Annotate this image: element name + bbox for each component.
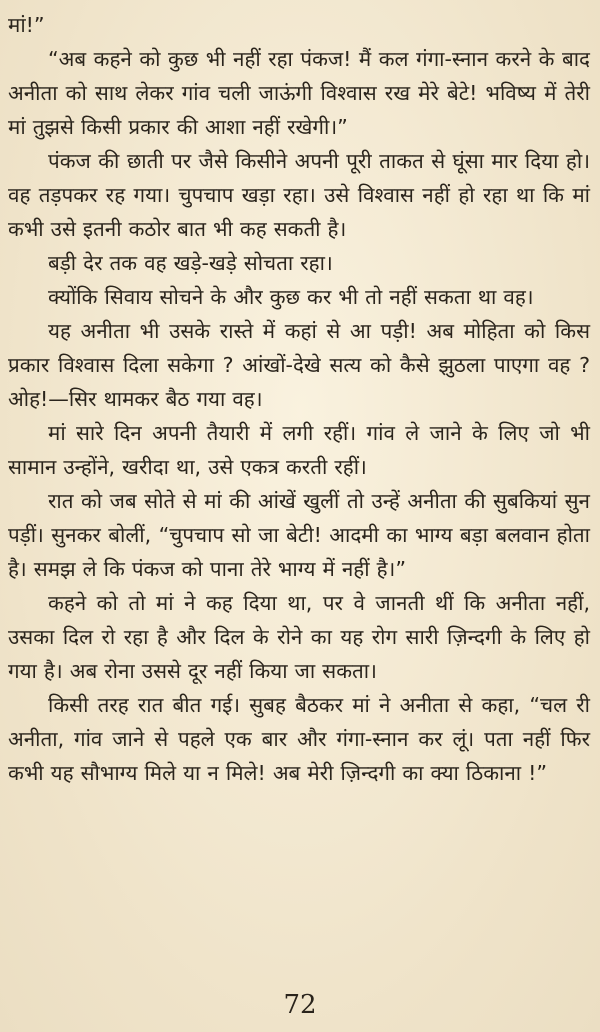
paragraph: बड़ी देर तक वह खड़े-खड़े सोचता रहा। [48,251,333,275]
paragraph: यह अनीता भी उसके रास्ते में कहां से आ पड़ी! अब मोहिता को किस प्रकार विश्वास दिला सकेगा ? आंखों-देखे सत्य को कैसे झुठला पाएगा वह ? ओह!—सिर थामकर बैठ गया वह। [8,319,590,411]
paragraph: मां सारे दिन अपनी तैयारी में लगी रहीं। गांव ले जाने के लिए जो भी सामान उन्होंने, खरीदा था, उसे एकत्र करती रहीं। [8,421,590,479]
page-number: 72 [283,990,317,1020]
paragraph: कहने को तो मां ने कह दिया था, पर वे जानती थीं कि अनीता नहीं, उसका दिल रो रहा है और दिल के रोने का यह रोग सारी ज़िन्दगी के लिए हो गया है। अब रोना उससे दूर नहीं किया जा सकता। [8,591,590,683]
page-body-text [8,8,590,790]
paragraph: “अब कहने को कुछ भी नहीं रहा पंकज! मैं कल गंगा-स्नान करने के बाद अनीता को साथ लेकर गांव चली जाऊंगी विश्वास रख मेरे बेटे! भविष्य में तेरी मां तुझसे किसी प्रकार की आशा नहीं रखेगी।” [8,47,590,139]
paragraph: रात को जब सोते से मां की आंखें खुलीं तो उन्हें अनीता की सुबकियां सुन पड़ीं। सुनकर बोलीं, “चुपचाप सो जा बेटी! आदमी का भाग्य बड़ा बलवान होता है। समझ ले कि पंकज को पाना तेरे भाग्य में नहीं है।” [8,489,590,581]
paragraph: क्योंकि सिवाय सोचने के और कुछ कर भी तो नहीं सकता था वह। [48,285,534,309]
paragraph: पंकज की छाती पर जैसे किसीने अपनी पूरी ताकत से घूंसा मार दिया हो। वह तड़पकर रह गया। चुपचाप खड़ा रहा। उसे विश्वास नहीं हो रहा था कि मां कभी उसे इतनी कठोर बात भी कह सकती है। [8,149,590,241]
paragraph: किसी तरह रात बीत गई। सुबह बैठकर मां ने अनीता से कहा, “चल री अनीता, गांव जाने से पहले एक बार और गंगा-स्नान कर लूं। पता नहीं फिर कभी यह सौभाग्य मिले या न मिले! अब मेरी ज़िन्दगी का क्या ठिकाना !” [8,693,590,785]
paragraph-continuation: मां!” [8,13,45,37]
